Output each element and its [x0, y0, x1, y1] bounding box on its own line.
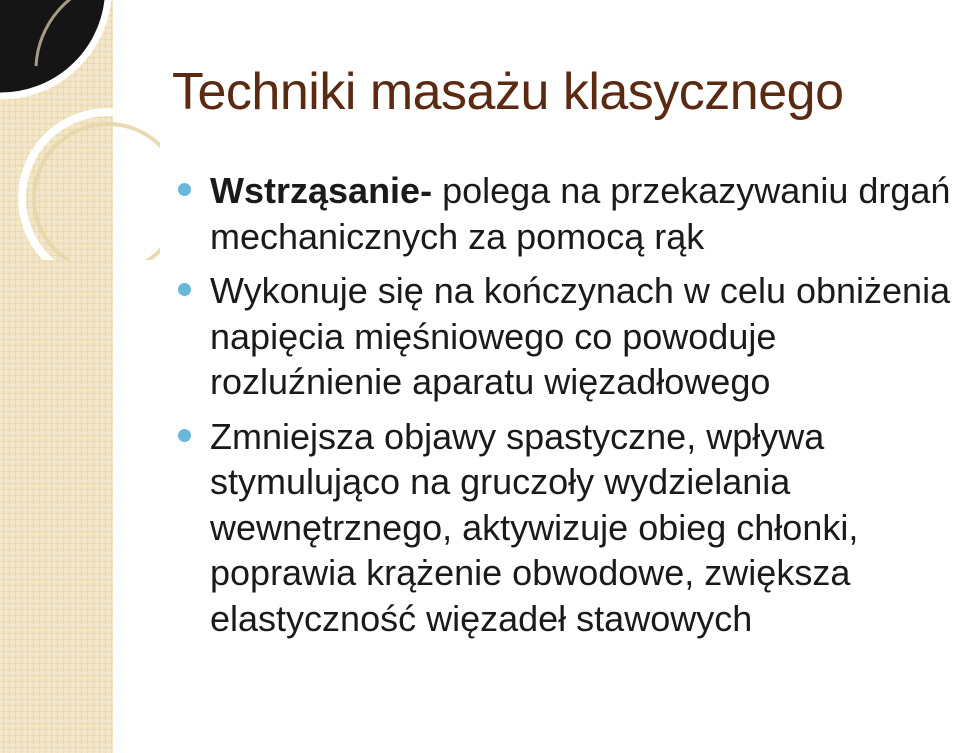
- corner-decoration: [0, 0, 160, 260]
- bullet-icon: [178, 183, 191, 196]
- bullet-term: Wstrząsanie-: [210, 170, 433, 211]
- bullet-item-2: [210, 268, 958, 405]
- large-circle-outline: [22, 112, 160, 260]
- bullet-text: Wykonuje się na kończynach w celu obniżenia napięcia mięśniowego co powoduje rozluźnienie aparatu więzadłowego: [210, 270, 951, 402]
- bullet-text: polega na przekazywaniu drgań mechanicznych za pomocą rąk: [210, 170, 951, 257]
- inner-circle-outline: [34, 124, 160, 260]
- slide-bullet-list: [210, 168, 958, 650]
- bullet-icon: [178, 283, 191, 296]
- bullet-item-1: [210, 168, 958, 259]
- bullet-text: Zmniejsza objawy spastyczne, wpływa stymulująco na gruczoły wydzielania wewnętrznego, aktywizuje obieg chłonki, poprawia krążenie obwodowe, zwiększa elastyczność więzadeł stawowych: [210, 415, 859, 639]
- bullet-item-3: [210, 414, 958, 642]
- slide-title: Techniki masażu klasycznego: [172, 63, 844, 121]
- bullet-icon: [178, 429, 191, 442]
